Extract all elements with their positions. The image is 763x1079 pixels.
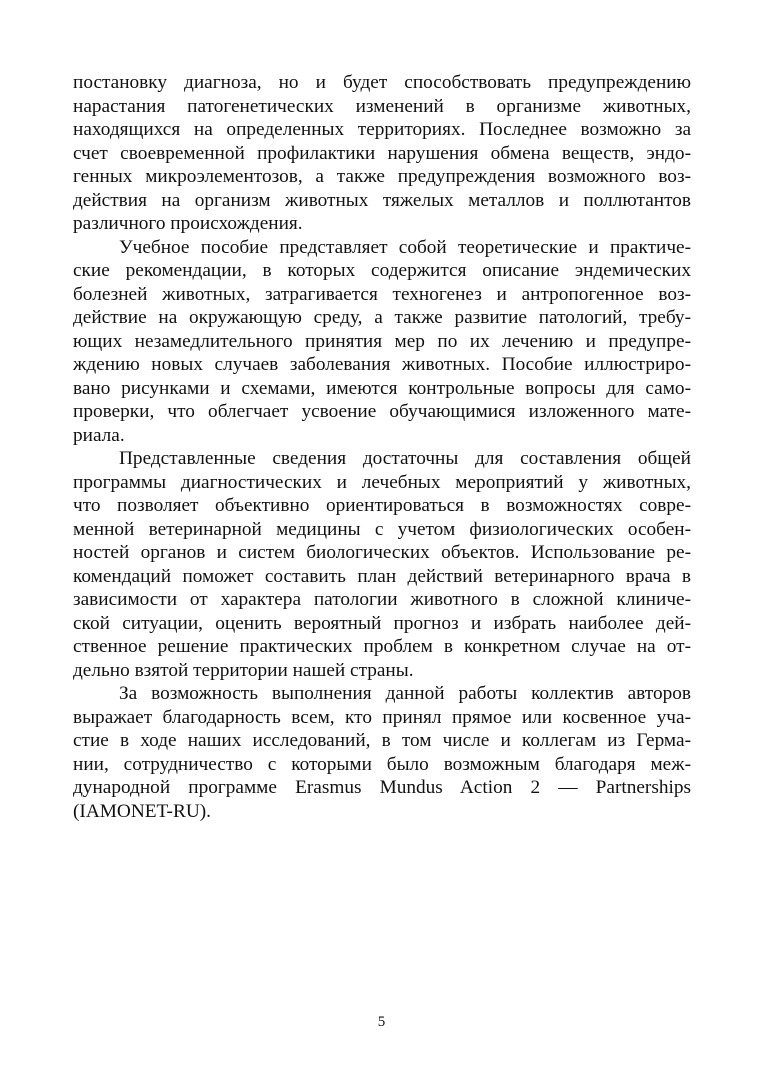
paragraph-3 <box>73 447 691 682</box>
text-line: нарастания патогенетических изменений в организме животных, <box>73 95 691 117</box>
text-line: ской ситуации, оценить вероятный прогноз и избрать наиболее дей- <box>73 612 691 634</box>
text-line: постановку диагноза, но и будет способствовать предупреждению <box>73 72 691 93</box>
text-line: зависимости от характера патологии животного в сложной клиниче- <box>73 589 691 610</box>
text-line: ждению новых случаев заболевания животных. Пособие иллюстриро- <box>73 354 691 375</box>
text-line: комендаций поможет составить план действий ветеринарного врача в <box>73 565 691 587</box>
text-line: что позволяет объективно ориентироваться в возможностях совре- <box>73 495 691 516</box>
paragraph-1 <box>73 71 691 236</box>
text-line: действия на организм животных тяжелых металлов и поллютантов <box>73 189 691 211</box>
text-line: действие на окружающую среду, а также развитие патологий, требу- <box>73 307 691 328</box>
text-line: менной ветеринарной медицины с учетом физиологических особен- <box>73 518 691 540</box>
text-line: дународной программе Erasmus Mundus Action 2 — Partnerships <box>73 777 691 798</box>
paragraph-4 <box>73 682 691 823</box>
text-line: вано рисунками и схемами, имеются контрольные вопросы для само- <box>73 377 691 399</box>
text-line: программы диагностических и лечебных мероприятий у животных, <box>73 471 691 493</box>
text-line: риала. <box>73 424 125 446</box>
text-line: стие в ходе наших исследований, в том числе и коллегам из Герма- <box>73 730 691 751</box>
text-line: счет своевременной профилактики нарушения обмена веществ, эндо- <box>73 142 691 164</box>
text-line: дельно взятой территории нашей страны. <box>73 659 414 681</box>
text-line: Представленные сведения достаточны для составления общей <box>119 448 691 469</box>
text-line: ностей органов и систем биологических объектов. Использование ре- <box>73 542 691 563</box>
text-line: ские рекомендации, в которых содержится описание эндемических <box>73 260 691 281</box>
text-line: болезней животных, затрагивается техногенез и антропогенное воз- <box>73 283 691 305</box>
text-line: нии, сотрудничество с которыми было возможным благодаря меж- <box>73 753 691 775</box>
text-line: ственное решение практических проблем в конкретном случае на от- <box>73 636 691 657</box>
text-line: (IAMONET-RU). <box>73 800 211 822</box>
page-number: 5 <box>377 1014 386 1030</box>
text-line: ющих незамедлительного принятия мер по их лечению и предупре- <box>73 330 691 352</box>
text-line: различного происхождения. <box>73 213 303 234</box>
text-line: генных микроэлементозов, а также предупреждения возможного воз- <box>73 166 691 187</box>
text-line: За возможность выполнения данной работы коллектив авторов <box>119 683 691 704</box>
text-line: выражает благодарность всем, кто принял прямое или косвенное уча- <box>73 706 691 728</box>
text-line: находящихся на определенных территориях. Последнее возможно за <box>73 119 691 140</box>
page-body <box>73 71 691 823</box>
text-line: Учебное пособие представляет собой теоретические и практиче- <box>119 236 691 258</box>
paragraph-2 <box>73 236 691 448</box>
text-line: проверки, что облегчает усвоение обучающимися изложенного мате- <box>73 401 691 422</box>
